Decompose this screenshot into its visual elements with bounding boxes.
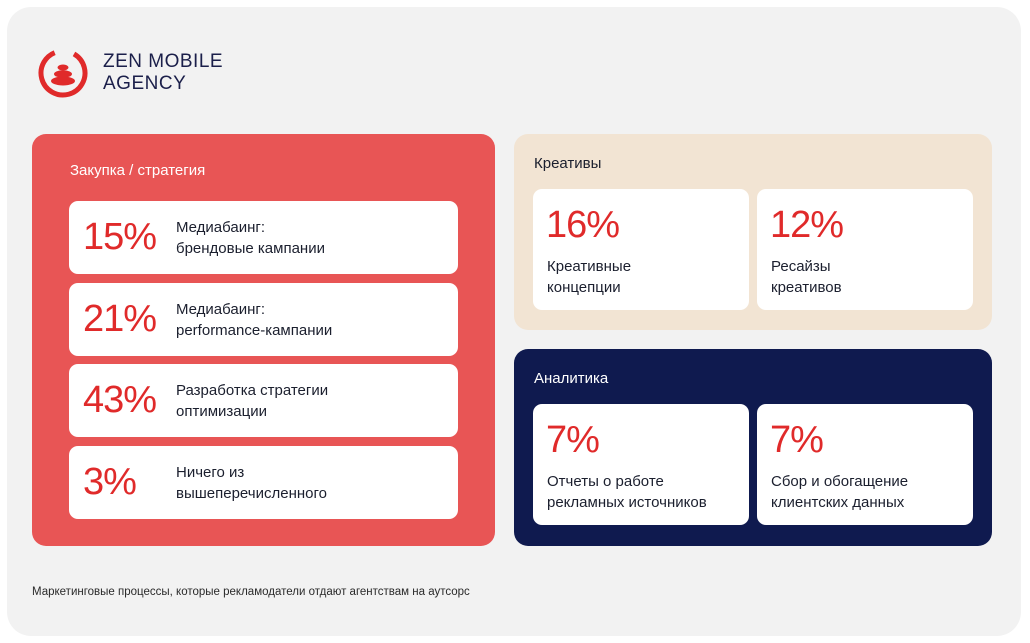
stat-label-line: Ничего из [176,463,245,481]
stat-percent: 15% [83,216,157,258]
stat-percent: 3% [83,461,136,503]
stat-label-line: оптимизации [176,402,267,420]
stat-percent: 7% [546,419,599,461]
stat-tile [757,189,973,310]
creatives-panel [514,134,992,330]
brand-logo [37,47,223,99]
stat-label [176,380,446,422]
stat-label-line: Сбор и обогащение [771,473,909,490]
brand-name-line2: AGENCY [103,73,187,94]
stat-percent: 12% [770,204,844,246]
stat-tile [533,189,749,310]
stat-label-line: брендовые кампании [176,239,325,257]
stat-label-line: клиентских данных [771,494,905,511]
stat-label-line: Медиабаинг: [176,218,266,236]
stat-label-line: рекламных источников [547,494,707,511]
stat-tile [533,404,749,525]
stat-label-line: Медиабаинг: [176,300,266,318]
stat-label [771,471,971,513]
stat-label-line: Разработка стратегии [176,381,329,399]
stat-row [69,446,458,519]
stat-percent: 43% [83,379,157,421]
stat-label [547,256,747,298]
footnote-caption: Маркетинговые процессы, которые рекламодатели отдают агентствам на аутсорс [32,586,470,598]
stat-label [771,256,971,298]
stat-label [176,462,446,504]
stat-label [176,299,446,341]
stat-percent: 7% [770,419,823,461]
stat-percent: 16% [546,204,620,246]
stat-label-line: Отчеты о работе [547,473,664,490]
panel-title: Креативы [534,155,602,172]
analytics-panel [514,349,992,546]
stat-label [176,217,446,259]
stat-label [547,471,747,513]
purchase-strategy-panel [32,134,495,546]
brand-name-line1: ZEN MOBILE [103,51,224,72]
stat-label-line: Ресайзы [771,258,831,275]
zen-stones-icon [37,47,89,99]
stat-row [69,201,458,274]
stat-label-line: Креативные [547,258,632,275]
stat-percent: 21% [83,298,157,340]
stat-row [69,283,458,356]
stat-tile [757,404,973,525]
stat-row [69,364,458,437]
stat-label-line: концепции [547,279,621,296]
panel-title: Закупка / стратегия [70,162,206,179]
brand-name [103,51,223,95]
stat-label-line: performance-кампании [176,321,333,339]
infographic-card [7,7,1021,636]
panel-title: Аналитика [534,370,609,387]
stat-label-line: креативов [771,279,842,296]
stat-label-line: вышеперечисленного [176,484,327,502]
